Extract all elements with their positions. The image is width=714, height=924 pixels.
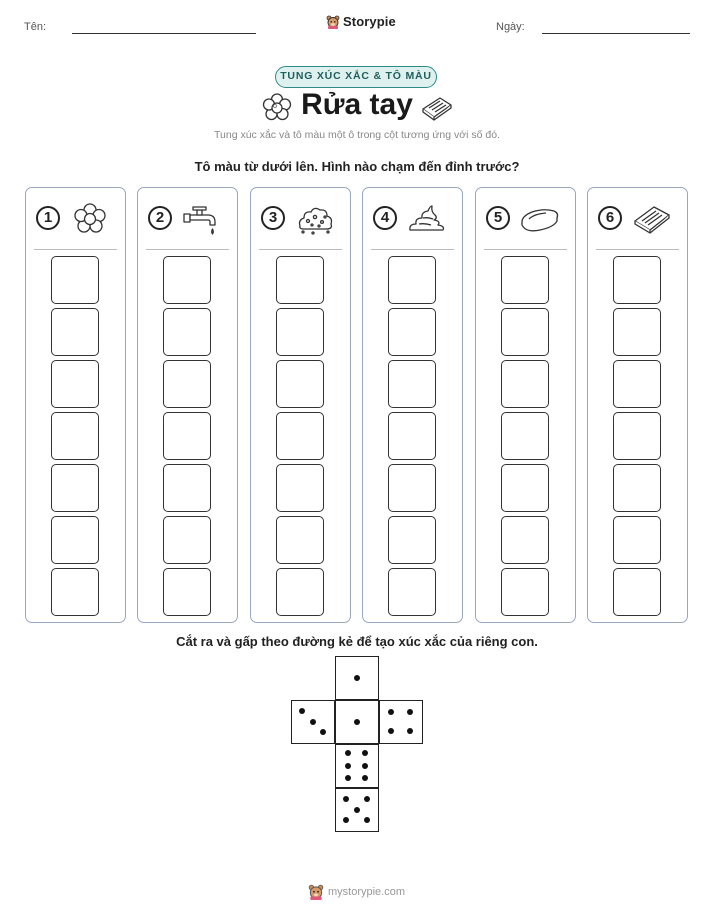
die-pip (310, 719, 316, 725)
dice-column-6 (587, 187, 688, 623)
color-cell[interactable] (51, 412, 99, 460)
die-pip (388, 709, 394, 715)
column-divider (371, 249, 454, 250)
die-pip (354, 719, 360, 725)
color-cell[interactable] (388, 516, 436, 564)
color-cell[interactable] (276, 256, 324, 304)
die-face-left (291, 700, 335, 744)
die-face-right (379, 700, 423, 744)
die-pip (343, 817, 349, 823)
bear-face-icon (308, 884, 324, 900)
color-cell[interactable] (388, 308, 436, 356)
color-cell[interactable] (501, 516, 549, 564)
date-line[interactable] (542, 33, 690, 34)
column-number: 6 (598, 206, 622, 230)
color-cell[interactable] (501, 412, 549, 460)
column-header (26, 202, 125, 238)
die-pip (364, 796, 370, 802)
color-cell[interactable] (613, 464, 661, 512)
dice-column-2 (137, 187, 238, 623)
footer (0, 884, 714, 906)
color-cell[interactable] (276, 464, 324, 512)
color-cell[interactable] (388, 360, 436, 408)
soap-bar-icon (420, 93, 454, 123)
die-face-center (335, 700, 379, 744)
die-face-bottom (335, 788, 379, 832)
die-pip (388, 728, 394, 734)
color-cell[interactable] (163, 360, 211, 408)
dice-instruction: Cắt ra và gấp theo đường kẻ để tạo xúc xắc của riêng con. (176, 634, 538, 649)
flower-icon (70, 202, 110, 236)
header-row (0, 14, 714, 44)
color-cell[interactable] (276, 412, 324, 460)
color-cell[interactable] (276, 308, 324, 356)
color-cell[interactable] (163, 412, 211, 460)
column-header (588, 202, 687, 238)
column-header (138, 202, 237, 238)
color-cell[interactable] (51, 360, 99, 408)
color-cell[interactable] (51, 464, 99, 512)
color-cell[interactable] (276, 516, 324, 564)
column-divider (596, 249, 679, 250)
color-cell[interactable] (388, 464, 436, 512)
color-cell[interactable] (501, 568, 549, 616)
color-cell[interactable] (501, 256, 549, 304)
die-pip (407, 728, 413, 734)
soap-dish-icon (520, 202, 560, 236)
die-pip (354, 807, 360, 813)
column-number: 3 (261, 206, 285, 230)
die-pip (345, 775, 351, 781)
name-line[interactable] (72, 33, 256, 34)
soap-squirt-icon (407, 202, 447, 236)
color-cell[interactable] (613, 256, 661, 304)
column-number: 4 (373, 206, 397, 230)
coloring-instruction: Tô màu từ dưới lên. Hình nào chạm đến đỉnh trước? (194, 159, 520, 174)
color-cell[interactable] (388, 412, 436, 460)
date-label: Ngày: (496, 21, 525, 33)
color-cell[interactable] (388, 568, 436, 616)
color-cell[interactable] (613, 308, 661, 356)
color-cell[interactable] (276, 360, 324, 408)
color-cell[interactable] (51, 516, 99, 564)
color-cell[interactable] (501, 360, 549, 408)
title-row (0, 88, 714, 128)
color-cell[interactable] (276, 568, 324, 616)
dice-column-3 (250, 187, 351, 623)
page-title: Rửa tay (301, 88, 413, 121)
footer-url[interactable]: mystorypie.com (328, 886, 406, 898)
foam-icon (295, 202, 335, 236)
color-cell[interactable] (51, 308, 99, 356)
color-cell[interactable] (163, 256, 211, 304)
column-number: 5 (486, 206, 510, 230)
towel-icon (632, 202, 672, 236)
color-cell[interactable] (51, 568, 99, 616)
die-pip (354, 675, 360, 681)
color-cell[interactable] (613, 412, 661, 460)
color-cell[interactable] (501, 464, 549, 512)
dice-column-4 (362, 187, 463, 623)
color-cell[interactable] (51, 256, 99, 304)
color-cell[interactable] (388, 256, 436, 304)
column-header (476, 202, 575, 238)
die-face-top (335, 656, 379, 700)
die-pip (362, 763, 368, 769)
column-divider (484, 249, 567, 250)
color-cell[interactable] (613, 360, 661, 408)
brand-name: Storypie (343, 14, 396, 29)
color-cell[interactable] (163, 308, 211, 356)
die-pip (345, 750, 351, 756)
activity-tag: TUNG XÚC XẮC & TÔ MÀU (275, 66, 437, 88)
name-label: Tên: (24, 21, 47, 33)
dice-column-1 (25, 187, 126, 623)
die-face-lower (335, 744, 379, 788)
die-pip (343, 796, 349, 802)
column-header (363, 202, 462, 238)
subtitle: Tung xúc xắc và tô màu một ô trong cột tương ứng với số đó. (214, 129, 500, 141)
brand-logo (326, 14, 396, 29)
die-pip (299, 708, 305, 714)
die-pip (362, 775, 368, 781)
color-cell[interactable] (613, 516, 661, 564)
color-cell[interactable] (163, 568, 211, 616)
die-pip (364, 817, 370, 823)
die-pip (362, 750, 368, 756)
column-number: 2 (148, 206, 172, 230)
die-pip (407, 709, 413, 715)
die-pip (345, 763, 351, 769)
faucet-icon (182, 202, 222, 236)
color-cell[interactable] (163, 516, 211, 564)
column-divider (259, 249, 342, 250)
dice-column-5 (475, 187, 576, 623)
bear-face-icon (326, 15, 340, 29)
color-cell[interactable] (613, 568, 661, 616)
column-number: 1 (36, 206, 60, 230)
color-cell[interactable] (163, 464, 211, 512)
color-cell[interactable] (501, 308, 549, 356)
die-pip (320, 729, 326, 735)
column-header (251, 202, 350, 238)
column-divider (146, 249, 229, 250)
column-divider (34, 249, 117, 250)
